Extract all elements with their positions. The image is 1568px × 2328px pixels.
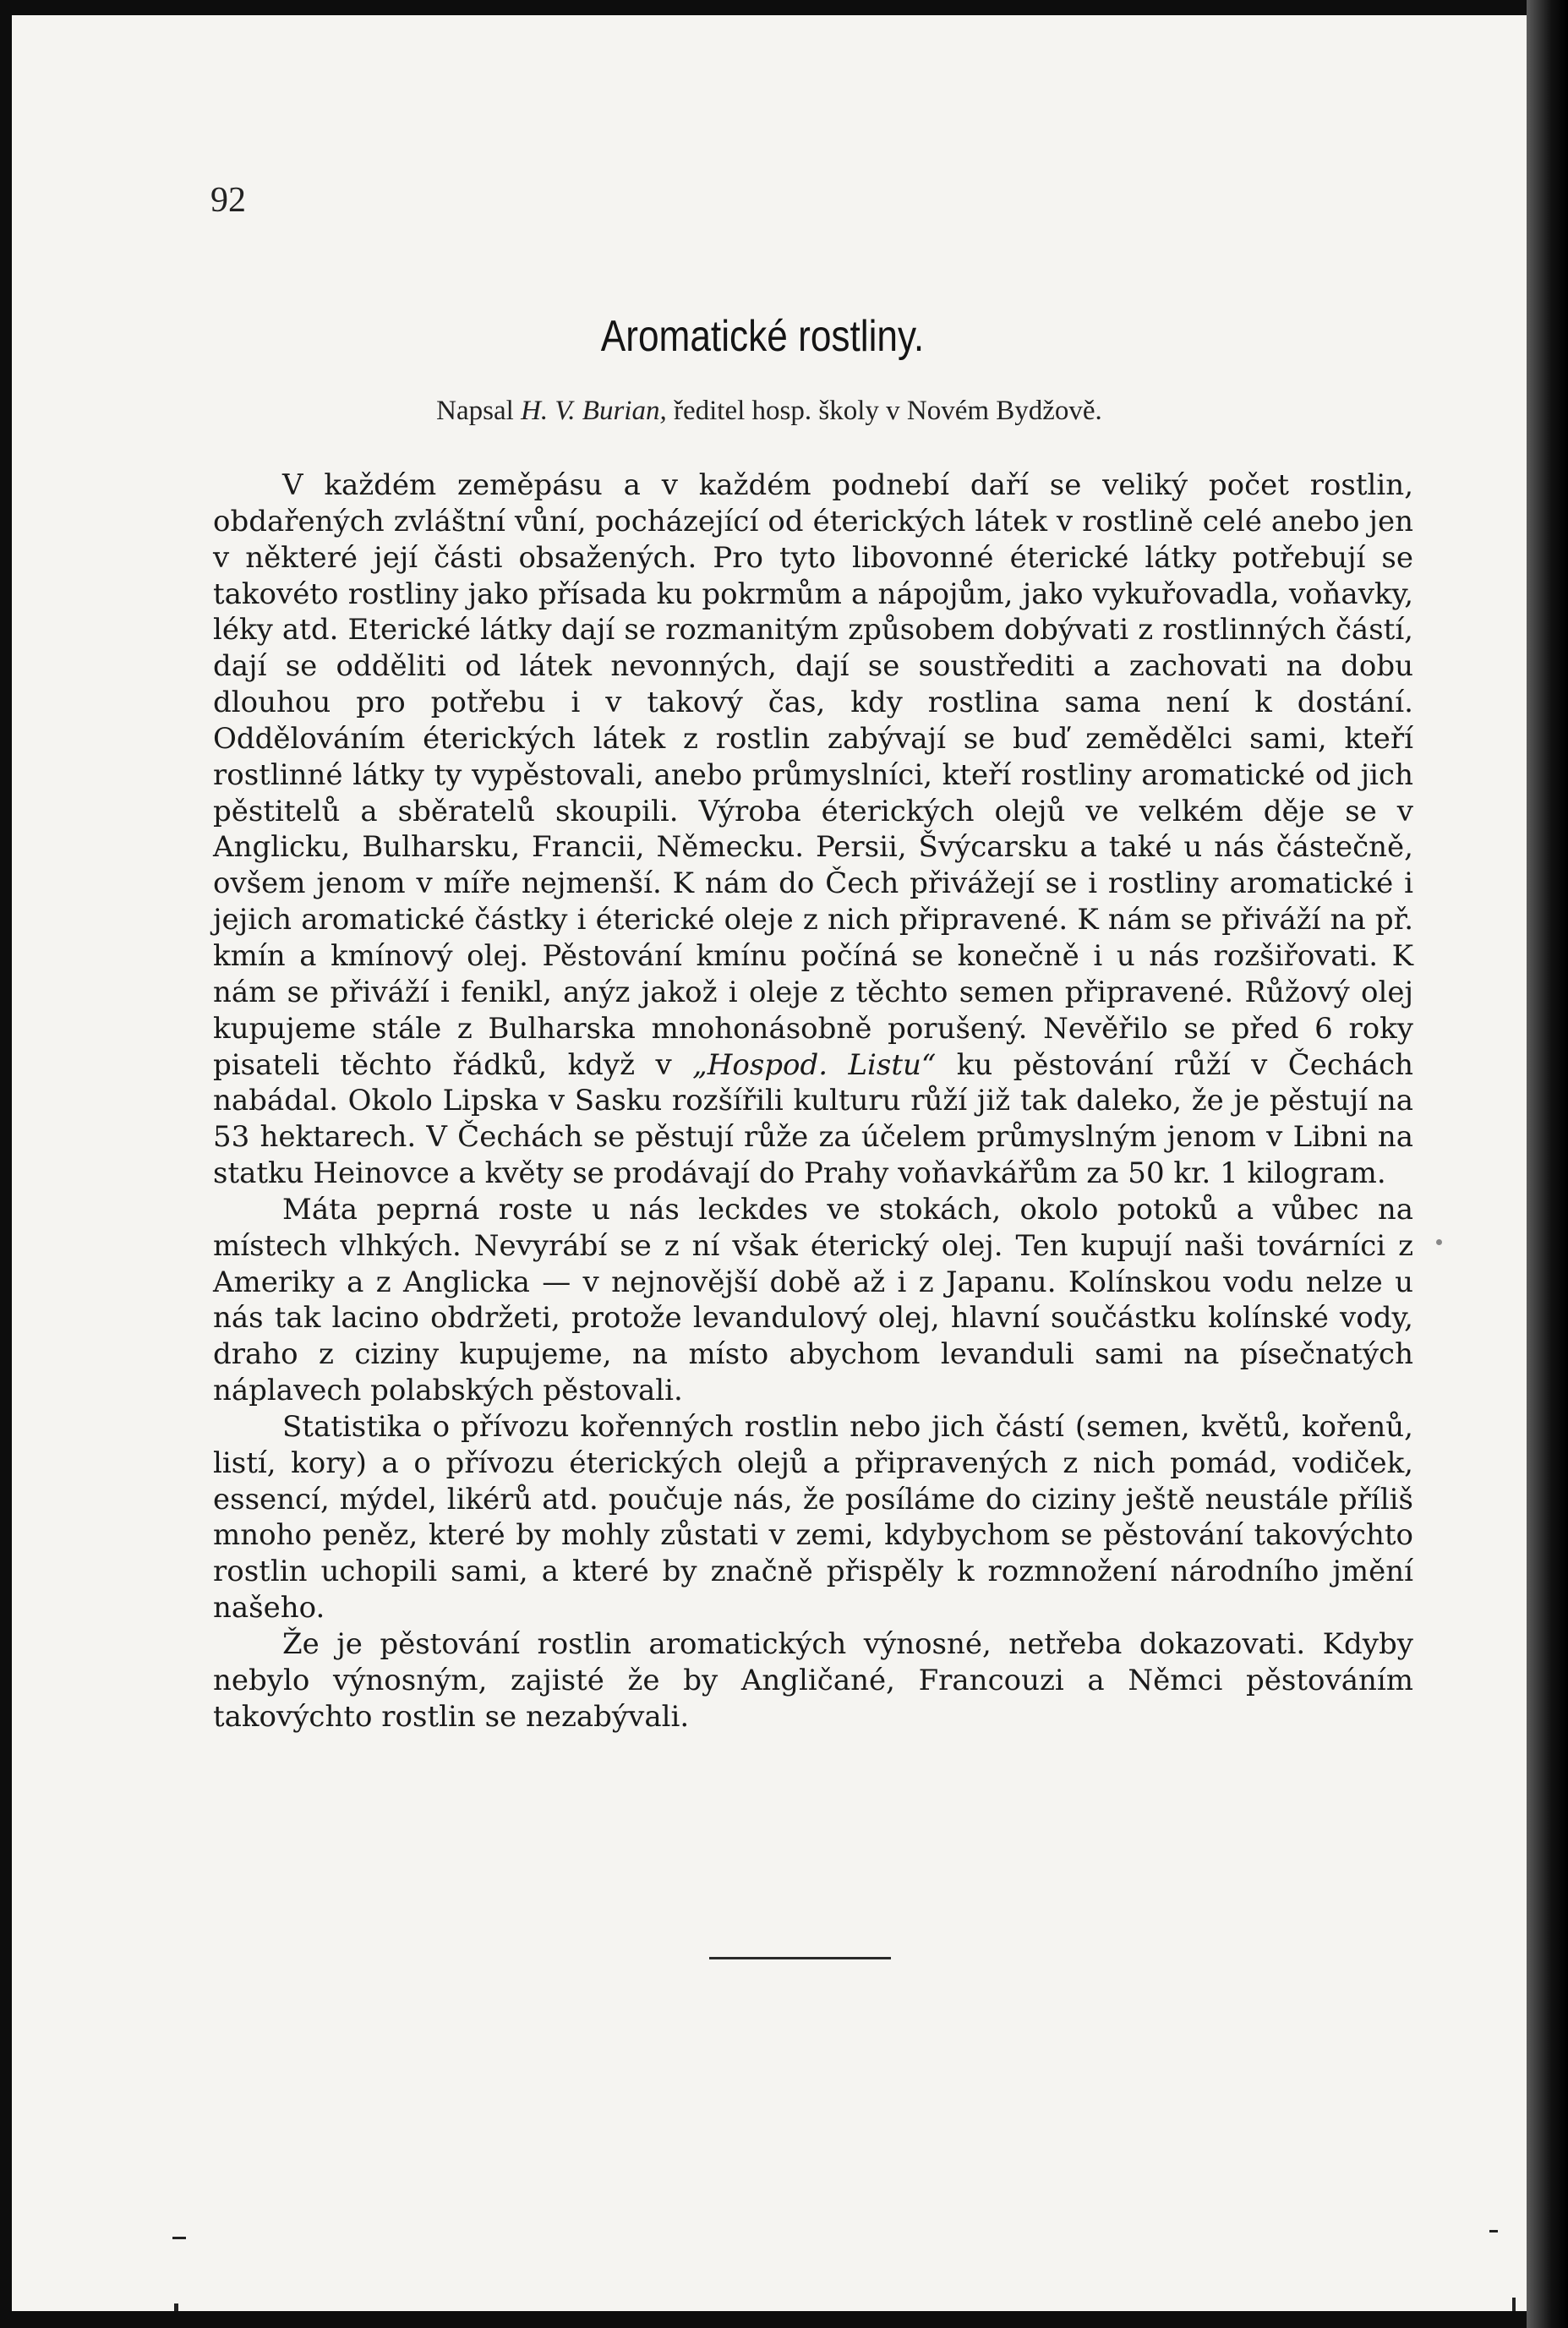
journal-name: „Hospod. Listu“ bbox=[692, 1047, 937, 1082]
scan-speck bbox=[1436, 1239, 1442, 1245]
document-page bbox=[12, 15, 1527, 2311]
article-byline bbox=[12, 396, 1527, 427]
byline-prefix: Napsal bbox=[436, 396, 514, 426]
scan-speck bbox=[174, 2303, 178, 2311]
scan-speck bbox=[172, 2237, 186, 2239]
paragraph bbox=[213, 467, 1413, 1192]
byline-suffix: ředitel hosp. školy v Novém Bydžově. bbox=[673, 396, 1102, 426]
paragraph-text: V každém zeměpásu a v každém podnebí daří se veliký počet rostlin, obdařených zvláštní vůní, pocházející od éterických látek v rostlině celé anebo jen v některé její části obsažených. Pro tyto libovonné éterické látky potřebují se takovéto rostliny jako přísada ku pokrmům a nápojům, jako vykuřovadla, voňavky, léky atd. Eterické látky dají se rozmanitým způsobem dobývati z rostlinných částí, dají se odděliti od látek nevonných, dají se soustřediti a zachovati na dobu dlouhou pro potřebu i v takový čas, kdy rostlina sama není k dostání. Oddělováním éterických látek z rostlin zabývají se buď zemědělci sami, kteří rostlinné látky ty vypěstovali, anebo průmyslníci, kteří rostliny aromatické od jich pěstitelů a sběratelů skoupili. Výroba éterických olejů ve velkém děje se v Anglicku, Bulharsku, Francii, Německu. Persii, Švýcarsku a také u nás částečně, ovšem jenom v míře nejmenší. K nám do Čech přivážejí se i rostliny aromatické i jejich aromatické částky i éterické oleje z nich připravené. K nám se přiváží na př. kmín a kmínový olej. Pěstování kmínu počíná se konečně i u nás rozšiřovati. K nám se přiváží i fenikl, anýz jakož i oleje z těchto semen připravené. Růžový olej kupujeme stále z Bulharska mnohonásobně porušený. Nevěřilo se před 6 roky pisateli těchto řádků, když v bbox=[213, 468, 1413, 1082]
scan-speck bbox=[1512, 2298, 1516, 2311]
page-number: 92 bbox=[210, 181, 246, 220]
article-body bbox=[213, 467, 1413, 1735]
scan-edge-shadow bbox=[1527, 0, 1568, 2328]
scan-speck bbox=[1489, 2230, 1498, 2232]
paragraph-text: ku pěstování růží v Čechách nabádal. Okolo Lipska v Sasku rozšířili kulturu růží již tak daleko, že je pěstují na 53 hektarech. V Čechách se pěstují růže za účelem průmyslným jenom v Libni na statku Heinovce a květy se prodávají do Prahy voňavkářům za 50 kr. 1 kilogram. bbox=[213, 1047, 1414, 1191]
paragraph: Že je pěstování rostlin aromatických výnosné, netřeba dokazovati. Kdyby nebylo výnosným, zajisté že by Angličané, Francouzi a Němci pěstováním takovýchto rostlin se nezabývali. bbox=[213, 1627, 1413, 1734]
article-title: Aromatické rostliny. bbox=[600, 312, 925, 361]
byline-author: H. V. Burian, bbox=[521, 396, 667, 426]
paragraph: Statistika o přívozu kořenných rostlin nebo jich částí (semen, květů, kořenů, listí, kory) a o přívozu éterických olejů a připravených z nich pomád, vodiček, essencí, mýdel, likérů atd. poučuje nás, že posíláme do ciziny ještě neustále příliš mnoho peněz, které by mohly zůstati v zemi, kdybychom se pěstování takovýchto rostlin uchopili sami, a které by značně přispěly k rozmnožení národního jmění našeho. bbox=[213, 1409, 1413, 1626]
end-rule bbox=[709, 1957, 891, 1959]
paragraph: Máta peprná roste u nás leckdes ve stokách, okolo potoků a vůbec na místech vlhkých. Nevyrábí se z ní však éterický olej. Ten kupují naši továrníci z Ameriky a z Anglicka — v nejnovější době až i z Japanu. Kolínskou vodu nelze u nás tak lacino obdržeti, protože levandulový olej, hlavní součástku kolínské vody, draho z ciziny kupujeme, na místo abychom levanduli sami na písečnatých náplavech polabských pěstovali. bbox=[213, 1192, 1413, 1408]
